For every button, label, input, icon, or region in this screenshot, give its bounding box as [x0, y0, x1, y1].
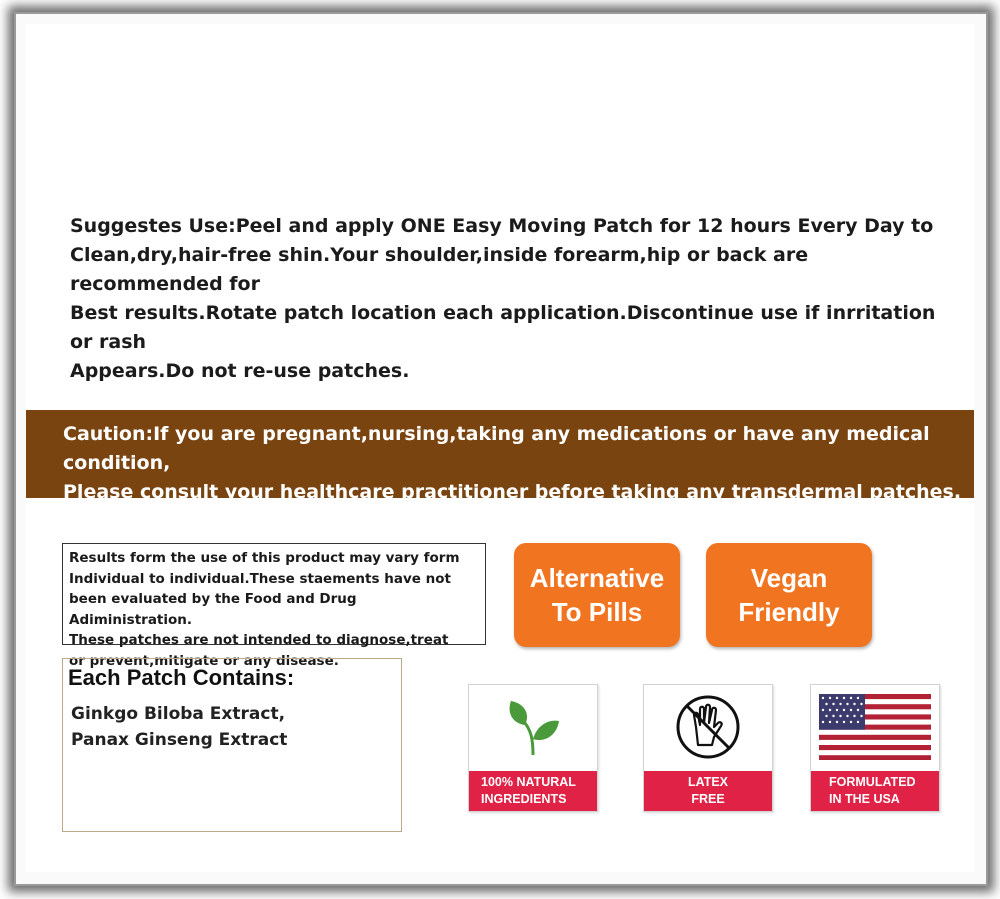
- badge-line: Friendly: [738, 597, 840, 627]
- badge-label: [644, 771, 772, 811]
- badge-line: Vegan: [750, 563, 828, 593]
- disclaimer-line: These patches are not intended to diagnose,treat: [69, 632, 449, 648]
- badge-line: INGREDIENTS: [481, 792, 567, 806]
- no-glove-icon: [644, 685, 772, 769]
- disclaimer-line: Results form the use of this product may vary form: [69, 550, 460, 566]
- badge-label: [811, 771, 939, 811]
- ingredients-list: [71, 701, 287, 753]
- badge-label: [469, 771, 597, 811]
- disclaimer-box: [62, 543, 486, 669]
- badge-line: FORMULATED: [829, 775, 916, 789]
- us-flag-icon: [811, 685, 939, 769]
- disclaimer-line: Individual to individual.These staements have not: [69, 570, 451, 587]
- usage-line: Appears.Do not re-use patches.: [70, 360, 410, 382]
- leaf-icon: [469, 685, 597, 769]
- badge-line: FREE: [691, 792, 725, 806]
- caution-line: Please consult your healthcare practitioner before taking any transdermal patches.: [63, 481, 962, 503]
- suggested-use-text: [70, 212, 960, 386]
- natural-ingredients-badge: [468, 684, 598, 812]
- vegan-friendly-badge: [706, 543, 872, 647]
- ingredient-item: Panax Ginseng Extract: [71, 730, 288, 750]
- badge-line: LATEX: [687, 775, 729, 789]
- ingredients-title: Each Patch Contains:: [68, 665, 295, 690]
- badge-line: 100% NATURAL: [481, 775, 576, 789]
- ingredient-item: Ginkgo Biloba Extract,: [71, 704, 286, 724]
- caution-line: Caution:If you are pregnant,nursing,taking any medications or have any medical condition,: [63, 423, 930, 474]
- alternative-to-pills-badge: [514, 543, 680, 647]
- latex-free-badge: [643, 684, 773, 812]
- badge-line: IN THE USA: [829, 792, 900, 806]
- disclaimer-line: or prevent,mitigate or any disease.: [69, 652, 339, 669]
- badge-line: Alternative: [529, 563, 665, 593]
- caution-text: [63, 420, 963, 507]
- ingredients-box: [62, 658, 402, 832]
- badge-line: To Pills: [551, 597, 643, 627]
- disclaimer-line: been evaluated by the Food and Drug Adiministration.: [69, 591, 357, 628]
- usage-line: Suggestes Use:Peel and apply ONE Easy Moving Patch for 12 hours Every Day to: [70, 215, 934, 237]
- formulated-usa-badge: [810, 684, 940, 812]
- usage-line: Clean,dry,hair-free shin.Your shoulder,inside forearm,hip or back are recommended for: [70, 244, 809, 295]
- usage-line: Best results.Rotate patch location each application.Discontinue use if inrritation or rash: [70, 302, 936, 353]
